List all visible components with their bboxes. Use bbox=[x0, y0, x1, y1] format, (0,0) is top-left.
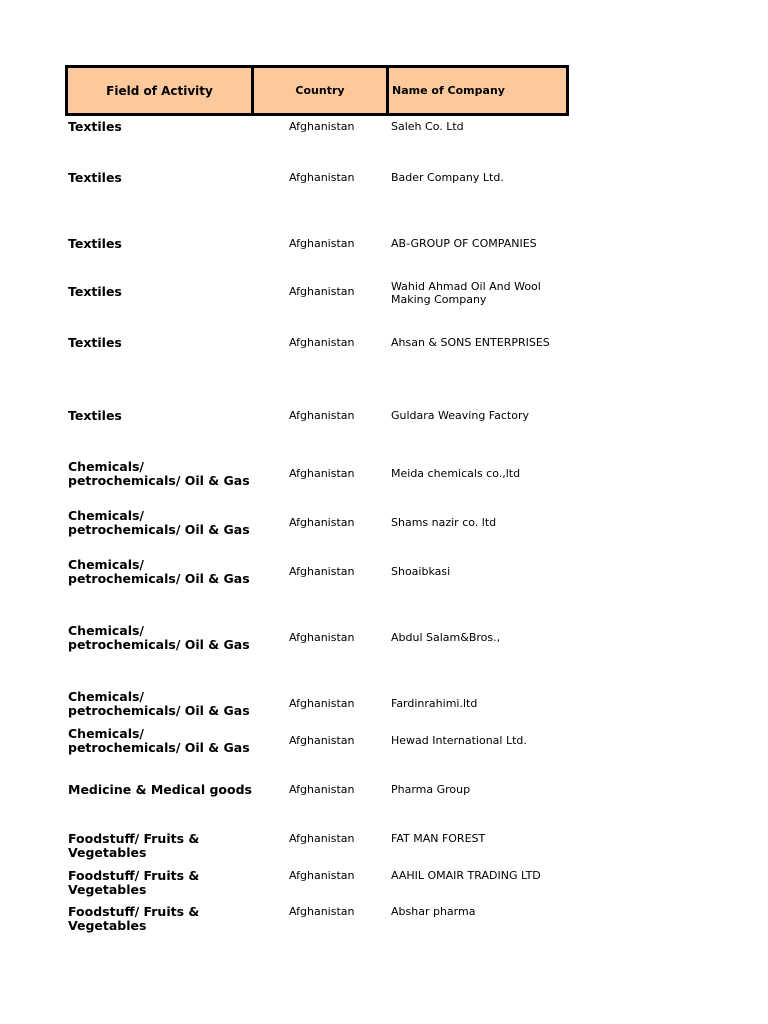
country-cell: Afghanistan bbox=[289, 336, 355, 349]
field-cell: Textiles bbox=[68, 119, 122, 134]
country-cell: Afghanistan bbox=[289, 285, 355, 298]
company-cell: Wahid Ahmad Oil And Wool Making Company bbox=[391, 280, 541, 306]
country-cell: Afghanistan bbox=[289, 237, 355, 250]
table-header bbox=[65, 65, 569, 116]
field-cell: Chemicals/ petrochemicals/ Oil & Gas bbox=[68, 623, 250, 652]
company-cell: Bader Company Ltd. bbox=[391, 171, 504, 184]
field-cell: Foodstuff/ Fruits & Vegetables bbox=[68, 904, 200, 933]
country-cell: Afghanistan bbox=[289, 171, 355, 184]
company-cell: Hewad International Ltd. bbox=[391, 734, 527, 747]
country-cell: Afghanistan bbox=[289, 832, 355, 845]
field-cell: Chemicals/ petrochemicals/ Oil & Gas bbox=[68, 557, 250, 586]
field-cell: Chemicals/ petrochemicals/ Oil & Gas bbox=[68, 726, 250, 755]
field-cell: Foodstuff/ Fruits & Vegetables bbox=[68, 868, 200, 897]
company-cell: Abshar pharma bbox=[391, 905, 476, 918]
country-cell: Afghanistan bbox=[289, 869, 355, 882]
country-cell: Afghanistan bbox=[289, 565, 355, 578]
company-cell: FAT MAN FOREST bbox=[391, 832, 486, 845]
company-cell: Saleh Co. Ltd bbox=[391, 120, 464, 133]
country-cell: Afghanistan bbox=[289, 516, 355, 529]
country-cell: Afghanistan bbox=[289, 783, 355, 796]
country-cell: Afghanistan bbox=[289, 120, 355, 133]
field-cell: Textiles bbox=[68, 170, 122, 185]
field-cell: Chemicals/ petrochemicals/ Oil & Gas bbox=[68, 508, 250, 537]
field-cell: Textiles bbox=[68, 284, 122, 299]
header-name-of-company: Name of Company bbox=[392, 84, 505, 97]
field-cell: Textiles bbox=[68, 335, 122, 350]
company-cell: Shams nazir co. ltd bbox=[391, 516, 497, 529]
company-cell: AAHIL OMAIR TRADING LTD bbox=[391, 869, 541, 882]
field-cell: Textiles bbox=[68, 408, 122, 423]
country-cell: Afghanistan bbox=[289, 905, 355, 918]
country-cell: Afghanistan bbox=[289, 467, 355, 480]
field-cell: Chemicals/ petrochemicals/ Oil & Gas bbox=[68, 459, 250, 488]
country-cell: Afghanistan bbox=[289, 409, 355, 422]
header-country: Country bbox=[254, 68, 389, 113]
field-cell: Chemicals/ petrochemicals/ Oil & Gas bbox=[68, 689, 250, 718]
company-cell: Pharma Group bbox=[391, 783, 471, 796]
field-cell: Medicine & Medical goods bbox=[68, 782, 252, 797]
company-cell: Shoaibkasi bbox=[391, 565, 451, 578]
company-cell: AB-GROUP OF COMPANIES bbox=[391, 237, 537, 250]
country-cell: Afghanistan bbox=[289, 734, 355, 747]
company-cell: Abdul Salam&Bros., bbox=[391, 631, 501, 644]
country-cell: Afghanistan bbox=[289, 631, 355, 644]
company-cell: Meida chemicals co.,ltd bbox=[391, 467, 521, 480]
header-field-of-activity: Field of Activity bbox=[68, 68, 254, 113]
country-cell: Afghanistan bbox=[289, 697, 355, 710]
company-cell: Fardinrahimi.ltd bbox=[391, 697, 478, 710]
company-cell: Guldara Weaving Factory bbox=[391, 409, 529, 422]
company-cell: Ahsan & SONS ENTERPRISES bbox=[391, 336, 550, 349]
field-cell: Foodstuff/ Fruits & Vegetables bbox=[68, 831, 200, 860]
field-cell: Textiles bbox=[68, 236, 122, 251]
